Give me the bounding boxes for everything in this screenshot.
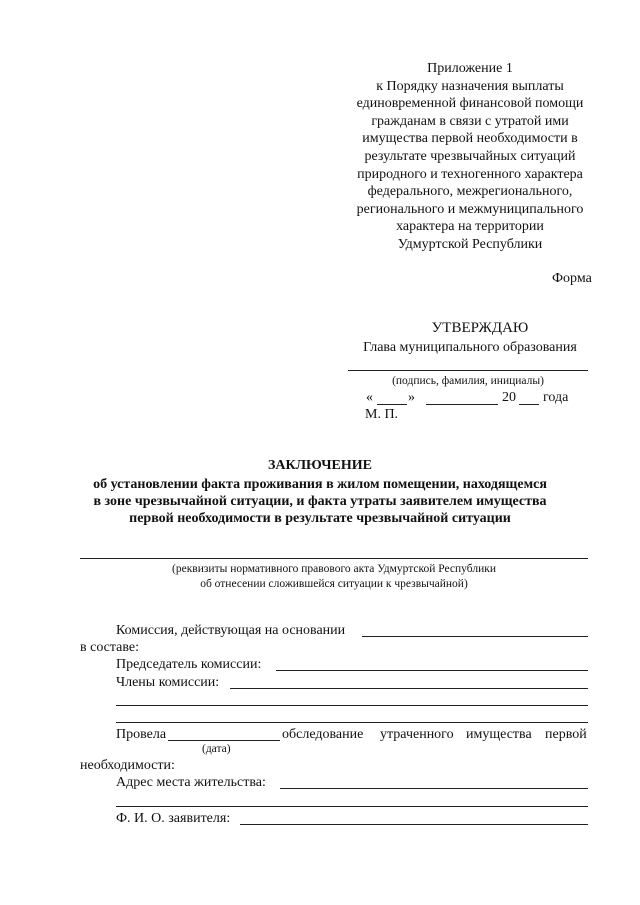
approval-title: УТВЕРЖДАЮ <box>431 320 529 336</box>
date-day-line <box>377 404 407 405</box>
signature-caption: (подпись, фамилия, инициалы) <box>392 375 544 387</box>
appendix-line: результате чрезвычайных ситуаций <box>364 148 576 164</box>
members-label: Члены комиссии: <box>116 675 220 690</box>
appendix-line: регионального и межмуниципального <box>356 201 584 217</box>
form-label: Форма <box>552 271 592 286</box>
address-label: Адрес места жительства: <box>116 775 266 790</box>
appendix-line: Приложение 1 <box>427 61 513 76</box>
chairman-line <box>276 670 588 671</box>
inspection-word: имущества <box>466 727 532 742</box>
appendix-line: к Порядку назначения выплаты <box>376 78 564 94</box>
appendix-line: характера на территории <box>396 219 544 235</box>
commission-basis-line <box>362 636 588 637</box>
conducted-label: Провела <box>116 727 167 742</box>
chairman-label: Председатель комиссии: <box>116 657 262 672</box>
year-prefix: 20 <box>502 390 516 405</box>
in-composition-label: в составе: <box>80 640 140 655</box>
seal-label: М. П. <box>365 407 399 422</box>
applicant-line <box>240 824 588 825</box>
appendix-line: Удмуртской Республики <box>397 236 543 252</box>
date-close-quote: » <box>408 390 415 405</box>
members-line-extra <box>116 722 588 723</box>
date-year-line <box>519 404 539 405</box>
necessity-label: необходимости: <box>80 758 175 773</box>
address-line-extra <box>116 806 588 807</box>
appendix-line: имущества первой необходимости в <box>362 131 578 147</box>
address-line <box>280 788 588 789</box>
year-suffix: года <box>543 390 569 405</box>
members-line <box>230 688 588 689</box>
appendix-line: природного и техногенного характера <box>357 166 583 182</box>
applicant-label: Ф. И. О. заявителя: <box>116 811 231 826</box>
signature-line <box>348 370 588 371</box>
document-subtitle-line: первой необходимости в результате чрезвычайной ситуации <box>129 511 511 526</box>
legal-act-caption-line: об отнесении сложившейся ситуации к чрезвычайной) <box>200 578 468 590</box>
document-subtitle-line: об установлении факта проживания в жилом помещении, находящемся <box>93 477 547 492</box>
inspection-word: обследование <box>282 727 364 742</box>
inspection-date-line <box>168 740 280 741</box>
document-subtitle-line: в зоне чрезвычайной ситуации, и факта утраты заявителем имущества <box>93 494 547 509</box>
legal-act-line <box>80 558 588 559</box>
legal-act-caption-line: (реквизиты нормативного правового акта Удмуртской Республики <box>172 563 496 575</box>
members-line-extra <box>116 705 588 706</box>
approval-position: Глава муниципального образования <box>363 340 577 355</box>
document-title: ЗАКЛЮЧЕНИЕ <box>267 458 373 473</box>
date-month-line <box>426 404 498 405</box>
appendix-line: гражданам в связи с утратой ими <box>371 113 569 129</box>
commission-basis-label: Комиссия, действующая на основании <box>116 623 346 638</box>
appendix-header <box>325 60 615 254</box>
inspection-word: первой <box>545 727 587 742</box>
date-open-quote: « <box>366 390 373 405</box>
appendix-line: единовременной финансовой помощи <box>356 96 584 112</box>
inspection-word: утраченного <box>380 727 454 742</box>
date-caption: (дата) <box>202 743 231 755</box>
appendix-line: федерального, межрегионального, <box>367 184 573 200</box>
